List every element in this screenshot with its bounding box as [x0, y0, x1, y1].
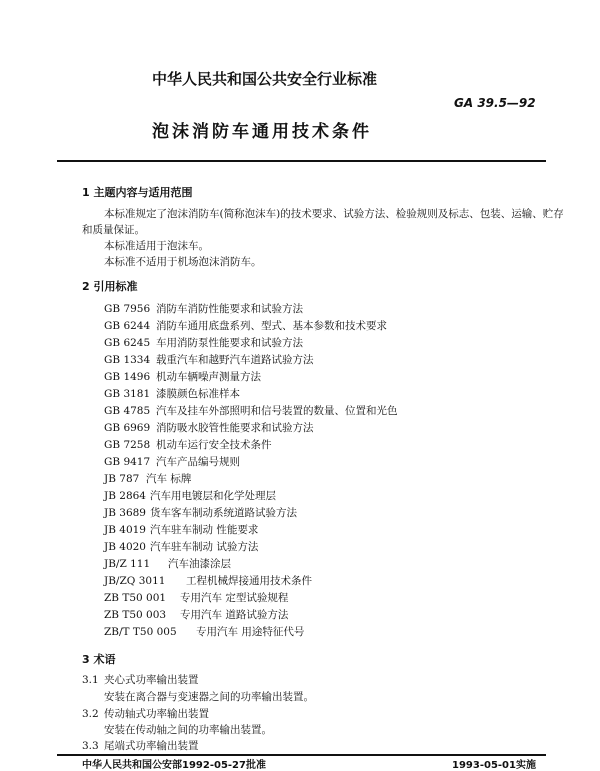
reference-code: JB 3689 [104, 507, 146, 519]
reference-title: 汽车驻车制动 试验方法 [150, 541, 259, 553]
term-entry [82, 672, 199, 687]
reference-code: ZB/T T50 005 [104, 626, 177, 638]
reference-item [104, 352, 314, 367]
reference-code: JB 4020 [104, 541, 146, 553]
term-name: 夹心式功率输出装置 [104, 674, 199, 686]
reference-title: 专用汽车 用途特征代号 [196, 626, 305, 638]
standard-number: GA 39.5—92 [454, 96, 536, 110]
reference-title: 汽车 标牌 [146, 473, 192, 485]
reference-item [104, 301, 303, 316]
effective-date: 1993-05-01实施 [452, 760, 536, 771]
reference-title: 专用汽车 道路试验方法 [180, 609, 289, 621]
term-number: 3.1 [82, 674, 99, 686]
reference-code: GB 3181 [104, 388, 151, 400]
reference-item [104, 590, 288, 605]
reference-title: 专用汽车 定型试验规程 [180, 592, 289, 604]
reference-title: 消防吸水胶管性能要求和试验方法 [156, 422, 314, 434]
term-name: 传动轴式功率输出装置 [104, 708, 209, 720]
section-1-paragraph: 本标准适用于泡沫车。 [104, 240, 209, 252]
reference-code: JB 787 [104, 473, 140, 485]
reference-title: 消防车通用底盘系列、型式、基本参数和技术要求 [156, 320, 387, 332]
section-1-paragraph-line: 和质量保证。 [82, 224, 145, 236]
reference-item [104, 573, 312, 588]
reference-code: JB 4019 [104, 524, 146, 536]
reference-code: JB/ZQ 3011 [104, 575, 166, 587]
section-1-heading: 1 主题内容与适用范围 [82, 186, 193, 199]
reference-code: JB/Z 111 [104, 558, 151, 570]
term-entry [82, 738, 199, 753]
term-number: 3.2 [82, 708, 99, 720]
section-3-heading: 3 术语 [82, 653, 116, 666]
page-title: 泡沫消防车通用技术条件 [152, 122, 372, 142]
reference-code: GB 9417 [104, 456, 151, 468]
reference-code: GB 1334 [104, 354, 151, 366]
reference-item [104, 556, 231, 571]
reference-code: GB 1496 [104, 371, 151, 383]
reference-item [104, 471, 191, 486]
reference-code: ZB T50 001 [104, 592, 167, 604]
reference-code: GB 7956 [104, 303, 151, 315]
reference-item [104, 386, 240, 401]
reference-item [104, 420, 314, 435]
reference-item [104, 624, 304, 639]
reference-code: GB 7258 [104, 439, 151, 451]
reference-title: 汽车及挂车外部照明和信号装置的数量、位置和光色 [156, 405, 398, 417]
reference-title: 机动车辆噪声测量方法 [156, 371, 261, 383]
reference-title: 汽车驻车制动 性能要求 [150, 524, 259, 536]
reference-code: ZB T50 003 [104, 609, 167, 621]
reference-title: 汽车用电镀层和化学处理层 [150, 490, 276, 502]
section-2-heading: 2 引用标准 [82, 280, 138, 293]
reference-item [104, 403, 398, 418]
reference-title: 消防车消防性能要求和试验方法 [156, 303, 303, 315]
term-name: 尾端式功率输出装置 [104, 740, 199, 752]
reference-title: 载重汽车和越野汽车道路试验方法 [156, 354, 314, 366]
reference-item [104, 539, 258, 554]
standard-category: 中华人民共和国公共安全行业标准 [152, 70, 378, 88]
reference-code: GB 6244 [104, 320, 151, 332]
reference-item [104, 607, 288, 622]
reference-item [104, 522, 258, 537]
reference-code: GB 6245 [104, 337, 151, 349]
reference-item [104, 369, 261, 384]
reference-item [104, 318, 387, 333]
reference-title: 机动车运行安全技术条件 [156, 439, 272, 451]
section-1-paragraph: 本标准不适用于机场泡沫消防车。 [104, 256, 262, 268]
reference-item [104, 437, 272, 452]
reference-title: 漆膜颜色标准样本 [156, 388, 240, 400]
reference-item [104, 488, 276, 503]
term-entry [82, 706, 209, 721]
reference-code: JB 2864 [104, 490, 146, 502]
reference-title: 汽车产品编号规则 [156, 456, 240, 468]
section-1-paragraph-line: 本标准规定了泡沫消防车(简称泡沫车)的技术要求、试验方法、检验规则及标志、包装、运输、贮存 [104, 208, 564, 220]
reference-item [104, 505, 297, 520]
term-definition: 安装在传动轴之间的功率输出装置。 [104, 724, 272, 736]
reference-code: GB 6969 [104, 422, 151, 434]
reference-item [104, 454, 240, 469]
term-definition: 安装在离合器与变速器之间的功率输出装置。 [104, 691, 314, 703]
reference-title: 车用消防泵性能要求和试验方法 [156, 337, 303, 349]
reference-title: 工程机械焊接通用技术条件 [186, 575, 312, 587]
term-number: 3.3 [82, 740, 99, 752]
reference-code: GB 4785 [104, 405, 151, 417]
approval-date: 中华人民共和国公安部1992-05-27批准 [82, 760, 266, 771]
reference-title: 汽车油漆涂层 [168, 558, 231, 570]
reference-title: 货车客车制动系统道路试验方法 [150, 507, 297, 519]
header-divider [57, 160, 546, 162]
reference-item [104, 335, 303, 350]
